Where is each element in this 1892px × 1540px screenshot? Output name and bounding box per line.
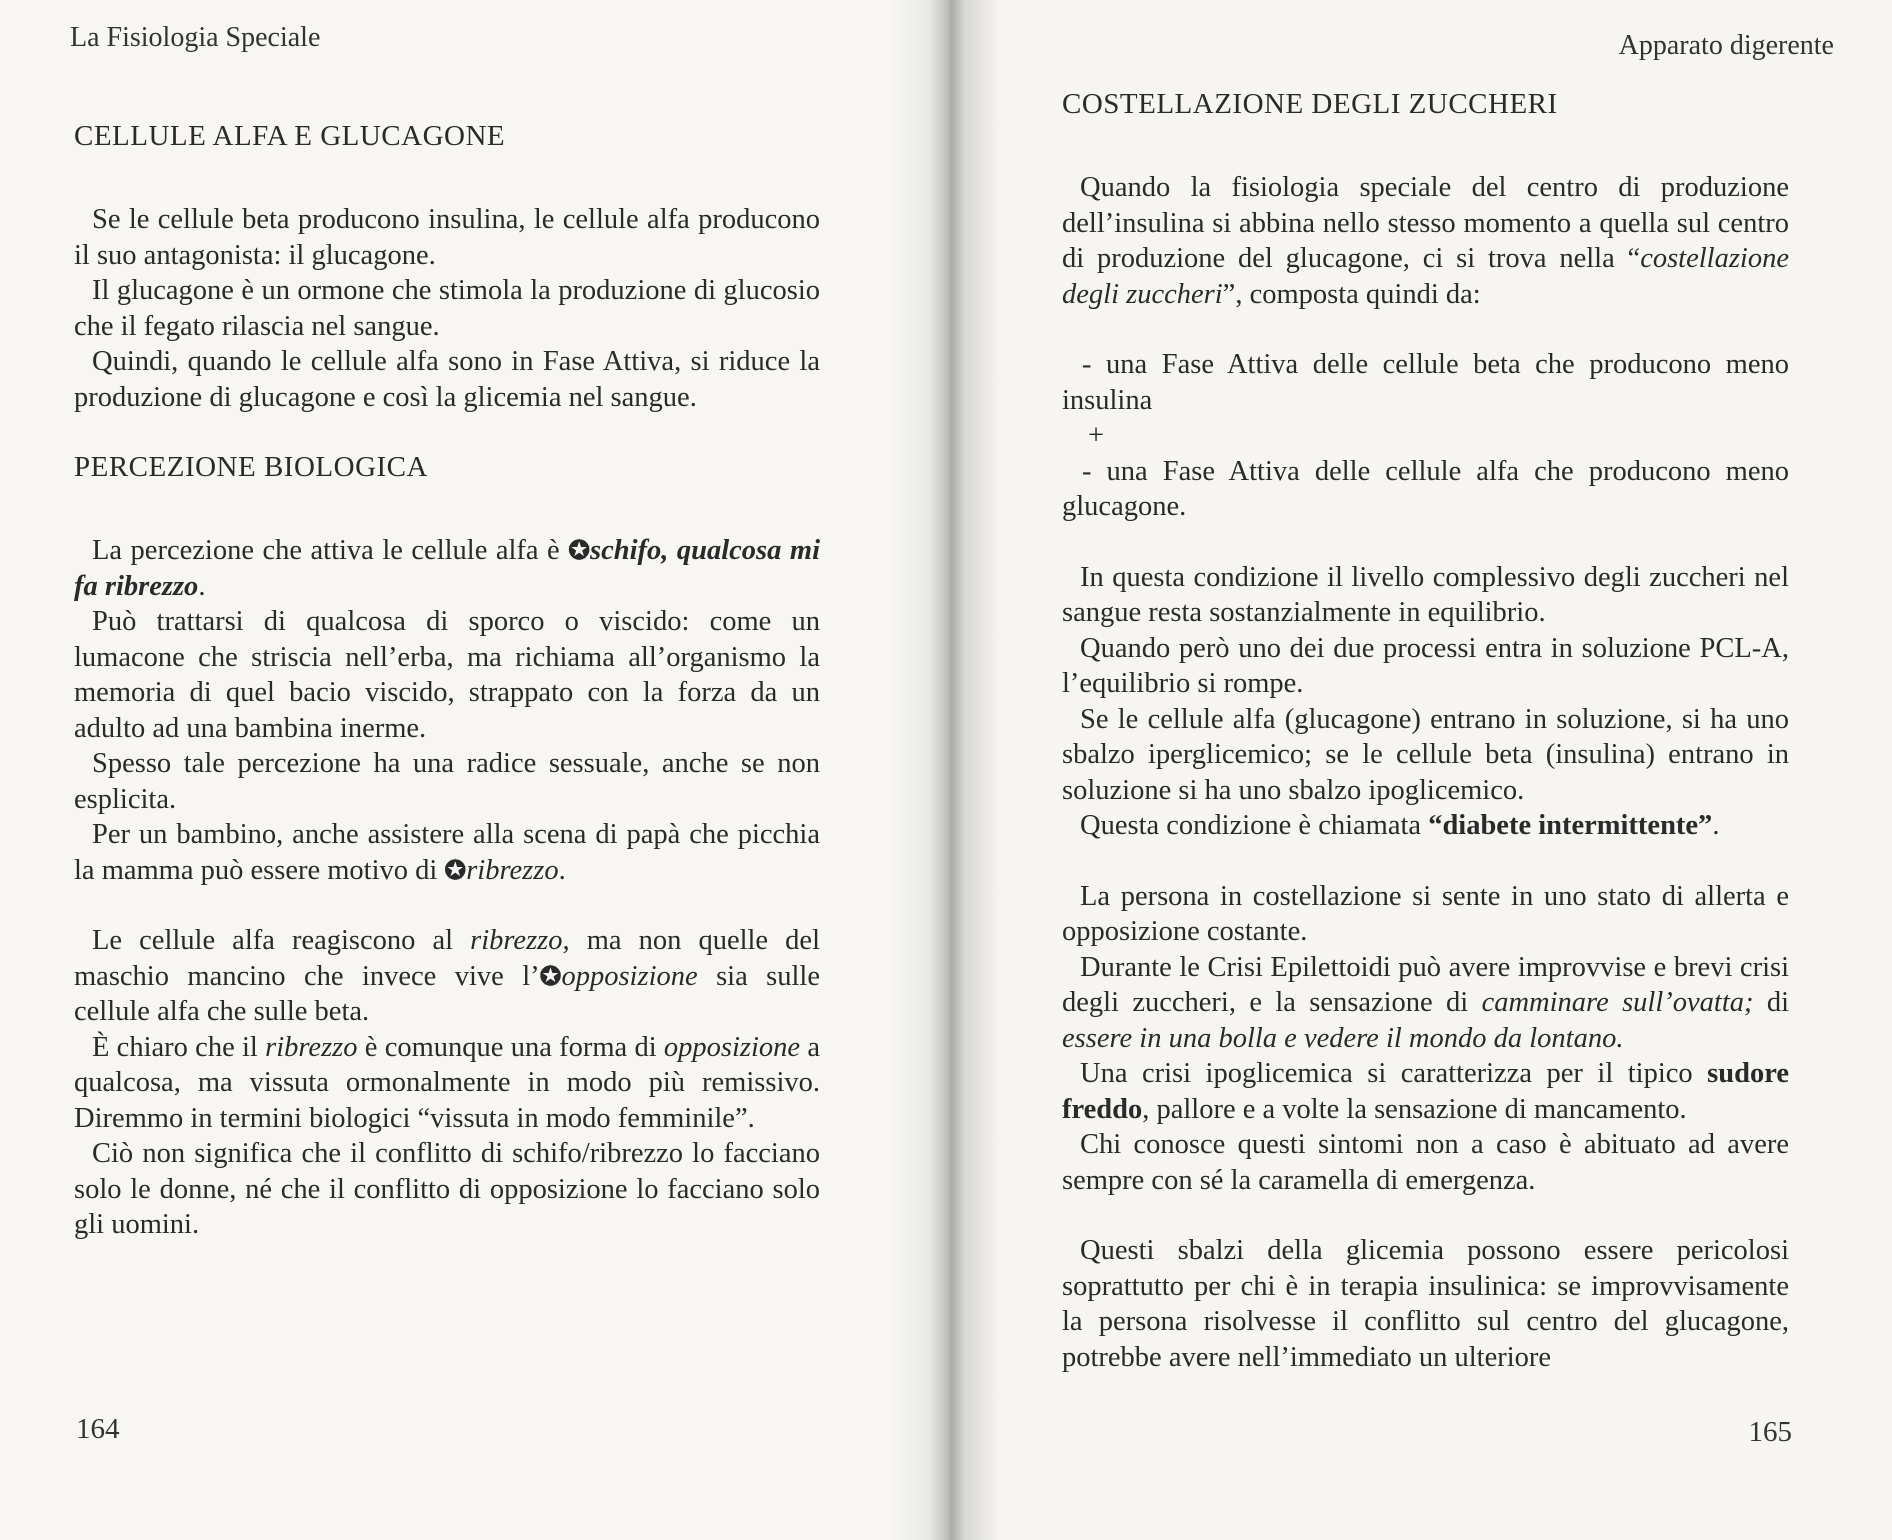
paragraph: Quando però uno dei due processi entra in soluzione PCL-A, l’equilibrio si rompe.	[1062, 632, 1789, 699]
left-column	[74, 118, 820, 1243]
paragraph: Quindi, quando le cellule alfa sono in Fase Attiva, si riduce la produzione di glucagone e così la glicemia nel sangue.	[74, 346, 820, 413]
paragraph: Una crisi ipoglicemica si caratterizza per il tipico sudore freddo, pallore e a volte la sensazione di mancamento.	[1062, 1058, 1789, 1125]
star-symbol-icon: ✪	[539, 961, 562, 991]
running-head-left: La Fisiologia Speciale	[70, 22, 321, 53]
heading-costellazione: COSTELLAZIONE DEGLI ZUCCHERI	[1062, 88, 1558, 120]
paragraph: Questi sbalzi della glicemia possono essere pericolosi soprattutto per chi è in terapia insulinica: se improvvisamente la persona risolvesse il conflitto sul centro del glucagone, potrebbe avere nell’immediato un ulteriore	[1062, 1235, 1789, 1373]
list-item: - una Fase Attiva delle cellule alfa che producono meno glucagone.	[1062, 455, 1789, 522]
paragraph: In questa condizione il livello complessivo degli zuccheri nel sangue resta sostanzialmente in equilibrio.	[1062, 561, 1789, 628]
right-column	[1062, 86, 1789, 1375]
paragraph: La persona in costellazione si sente in uno stato di allerta e opposizione costante.	[1062, 880, 1789, 947]
paragraph: Chi conosce questi sintomi non a caso è abituato ad avere sempre con sé la caramella di emergenza.	[1062, 1129, 1789, 1196]
paragraph: Se le cellule beta producono insulina, le cellule alfa producono il suo antagonista: il glucagone.	[74, 204, 820, 271]
paragraph: Può trattarsi di qualcosa di sporco o viscido: come un lumacone che striscia nell’erba, ma richiama all’organismo la memoria di quel bacio viscido, strappato con la forza da un adulto ad una bambina inerme.	[74, 606, 820, 744]
paragraph: Quando la fisiologia speciale del centro di produzione dell’insulina si abbina nello stesso momento a quella sul centro di produzione del glucagone, ci si trova nella “costellazione degli zuccheri”, composta quindi da:	[1062, 172, 1789, 310]
paragraph: Il glucagone è un ormone che stimola la produzione di glucosio che il fegato rilascia nel sangue.	[74, 275, 820, 342]
page-number-right: 165	[1748, 1416, 1792, 1448]
running-head-right: Apparato digerente	[1618, 30, 1834, 61]
paragraph: Per un bambino, anche assistere alla scena di papà che picchia la mamma può essere motivo di ✪ribrezzo.	[74, 819, 820, 886]
star-symbol-icon: ✪	[444, 855, 467, 885]
paragraph: Spesso tale percezione ha una radice sessuale, anche se non esplicita.	[74, 748, 820, 815]
star-symbol-icon: ✪	[568, 536, 591, 565]
paragraph: Ciò non significa che il conflitto di schifo/ribrezzo lo facciano solo le donne, né che il conflitto di opposizione lo facciano solo gli uomini.	[74, 1138, 820, 1240]
right-page	[940, 0, 1892, 1540]
plus-sign: +	[1088, 420, 1105, 451]
paragraph: Le cellule alfa reagiscono al ribrezzo, ma non quelle del maschio mancino che invece vive l’✪opposizione sia sulle cellule alfa che sulle beta.	[74, 925, 820, 1027]
heading-cellule-alfa: CELLULE ALFA E GLUCAGONE	[74, 120, 506, 152]
list-item: - una Fase Attiva delle cellule beta che producono meno insulina	[1062, 349, 1789, 416]
paragraph: Se le cellule alfa (glucagone) entrano in soluzione, si ha uno sbalzo iperglicemico; se le cellule beta (insulina) entrano in soluzione si ha uno sbalzo ipoglicemico.	[1062, 703, 1789, 806]
paragraph: È chiaro che il ribrezzo è comunque una forma di opposizione a qualcosa, ma vissuta ormonalmente in modo più remissivo. Diremmo in termini biologici “vissuta in modo femminile”.	[74, 1031, 821, 1134]
paragraph: La percezione che attiva le cellule alfa è ✪schifo, qualcosa mi fa ribrezzo.	[74, 535, 820, 602]
left-page	[0, 0, 940, 1540]
paragraph: Durante le Crisi Epilettoidi può avere improvvise e brevi crisi degli zuccheri, e la sensazione di camminare sull’ovatta; di essere in una bolla e vedere il mondo da lontano.	[1062, 951, 1790, 1054]
paragraph: Questa condizione è chiamata “diabete intermittente”.	[1080, 810, 1720, 841]
page-number-left: 164	[76, 1413, 120, 1445]
heading-percezione-biologica: PERCEZIONE BIOLOGICA	[74, 451, 428, 483]
